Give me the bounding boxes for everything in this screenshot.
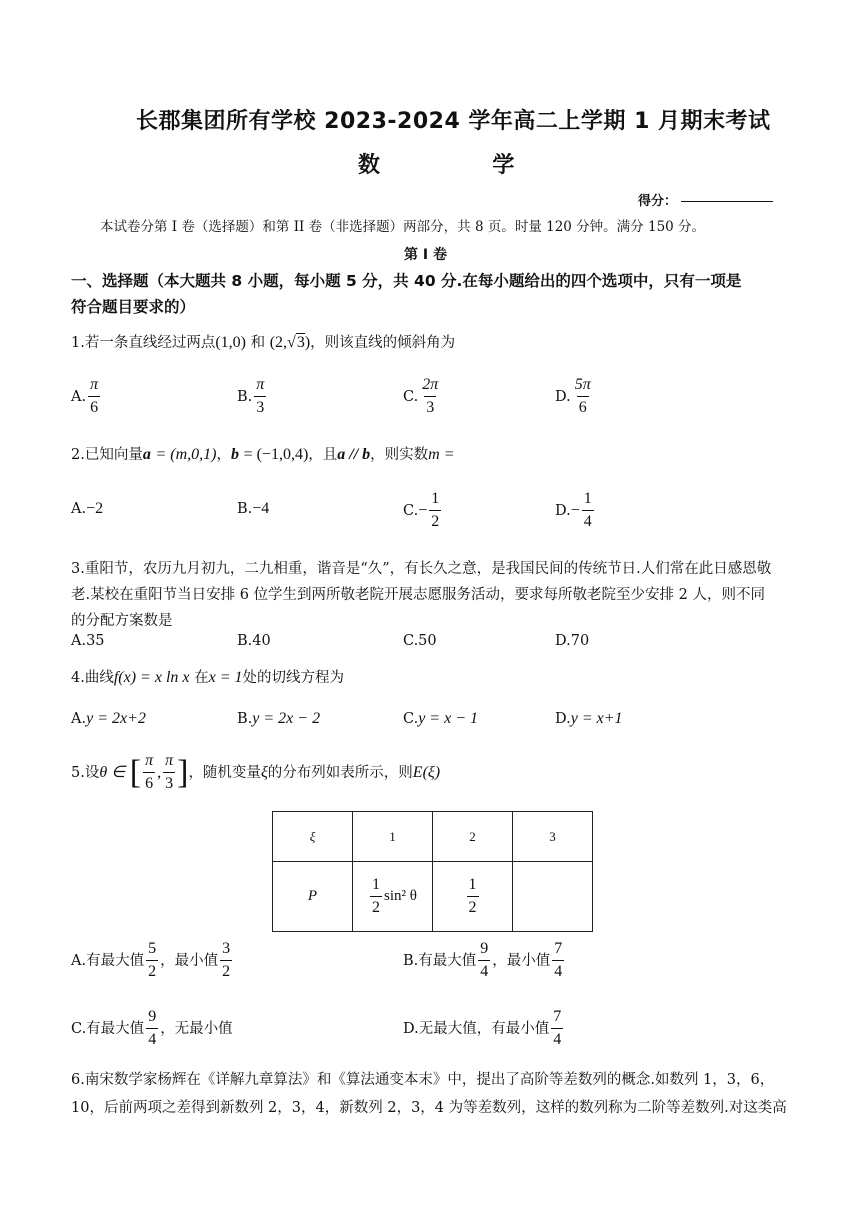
table-row <box>273 812 593 862</box>
question-3-line-1: 3.重阳节，农历九月初九，二九相重，谐音是“久”，有长久之意，是我国民间的传统节日.人们常在此日感恩敬 <box>71 561 772 577</box>
q3-option-c[interactable]: C.50 <box>403 633 437 649</box>
q4-function: f(x) = x ln x <box>113 669 190 686</box>
table-header-cell: ξ <box>273 812 353 862</box>
volume-heading: 第 I 卷 <box>404 247 447 263</box>
q5-option-d[interactable]: D.无最大值，有最小值 $\frac{7}{4}$ <box>403 1008 562 1049</box>
question-4-stem: 4.曲线f(x) = x ln x 在x = 1处的切线方程为 <box>71 669 345 686</box>
parallel-condition: a // b <box>337 446 371 463</box>
q4-point: x = 1 <box>208 669 243 686</box>
question-5-stem: 5.设θ ∈ [ $\frac{\pi}{6}$ , $\frac{\pi}{3}$ ]，随机变量ξ的分布列如表所示，则E(ξ) <box>71 752 441 793</box>
question-3-line-2: 老.某校在重阳节当日安排 6 位学生到两所敬老院开展志愿服务活动，要求每所敬老院至少安排 2 人，则不同 <box>71 587 765 603</box>
table-cell: P <box>273 862 353 932</box>
question-6-line-2: 10，后前两项之差得到新数列 2，3，4，新数列 2，3，4 为等差数列，这样的数列称为二阶等差数列.对这类高 <box>71 1100 787 1116</box>
question-2-stem: 2.已知向量a = (m,0,1)，b = (−1,0,4)，且a // b，则实数m = <box>71 446 455 463</box>
section-heading-line2: 符合题目要求的） <box>71 298 196 316</box>
table-cell: $\frac{1}{2}$ <box>433 862 513 932</box>
vector-a: a <box>142 446 151 463</box>
subject-char-1: 数 <box>358 153 381 178</box>
q4-option-c[interactable]: C.y = x − 1 <box>403 710 478 727</box>
q4-option-d[interactable]: D.y = x+1 <box>555 710 623 727</box>
q1-text-mid: 和 <box>250 335 266 351</box>
question-3-line-3: 的分配方案数是 <box>71 613 173 629</box>
q1-option-c[interactable]: C. $\frac{2\pi}{3}$ <box>403 376 439 417</box>
q1-option-b[interactable]: B. $\frac{\pi}{3}$ <box>237 376 265 417</box>
q3-option-d[interactable]: D.70 <box>555 633 590 649</box>
q1-text-pre: 1.若一条直线经过两点 <box>71 335 216 351</box>
question-6-line-1: 6.南宋数学家杨辉在《详解九章算法》和《算法通变本末》中，提出了高阶等差数列的概念.如数列 1，3，6， <box>71 1072 775 1088</box>
q1-point-1: (1,0) <box>215 334 246 351</box>
score-line <box>638 190 773 209</box>
subject-title <box>358 148 514 179</box>
q2-option-a[interactable]: A.−2 <box>71 500 104 517</box>
table-row <box>273 862 593 932</box>
table-header-cell: 1 <box>353 812 433 862</box>
section-heading-line1: 一、选择题（本大题共 8 小题，每小题 5 分，共 40 分.在每小题给出的四个选项中，只有一项是 <box>71 272 742 290</box>
q2-option-d[interactable]: D.− $\frac{1}{4}$ <box>555 490 592 531</box>
q2-option-c[interactable]: C.− $\frac{1}{2}$ <box>403 490 440 531</box>
subject-char-2: 学 <box>492 153 515 178</box>
q3-option-a[interactable]: A.35 <box>71 633 105 649</box>
table-cell <box>513 862 593 932</box>
table-header-cell: 3 <box>513 812 593 862</box>
table-cell: $\frac{1}{2}$ sin² θ <box>353 862 433 932</box>
distribution-table <box>272 811 593 932</box>
q1-option-a[interactable]: A. $\frac{\pi}{6}$ <box>71 376 99 417</box>
q1-text-post: ，则该直线的倾斜角为 <box>310 335 456 351</box>
q5-option-c[interactable]: C.有最大值 $\frac{9}{4}$ ，无最小值 <box>71 1008 233 1049</box>
exam-title: 长郡集团所有学校 2023-2024 学年高二上学期 1 月期末考试 <box>136 109 771 134</box>
q5-option-a[interactable]: A.有最大值 $\frac{5}{2}$ ，最小值 $\frac{3}{2}$ <box>71 940 231 981</box>
q1-point-2: (2,√3) <box>269 334 311 351</box>
q2-option-b[interactable]: B.−4 <box>237 500 270 517</box>
q1-option-d[interactable]: D. $\frac{5\pi}{6}$ <box>555 376 591 417</box>
table-header-cell: 2 <box>433 812 513 862</box>
exam-intro: 本试卷分第 I 卷（选择题）和第 II 卷（非选择题）两部分，共 8 页。时量 120 分钟。满分 150 分。 <box>100 219 706 235</box>
q3-option-b[interactable]: B.40 <box>237 633 271 649</box>
q5-option-b[interactable]: B.有最大值 $\frac{9}{4}$ ，最小值 $\frac{7}{4}$ <box>403 940 563 981</box>
score-blank <box>681 201 773 202</box>
question-1-stem <box>71 331 455 352</box>
q4-option-b[interactable]: B.y = 2x − 2 <box>237 710 321 727</box>
q4-option-a[interactable]: A.y = 2x+2 <box>71 710 146 727</box>
vector-b: b <box>230 446 239 463</box>
score-label: 得分： <box>638 194 678 209</box>
